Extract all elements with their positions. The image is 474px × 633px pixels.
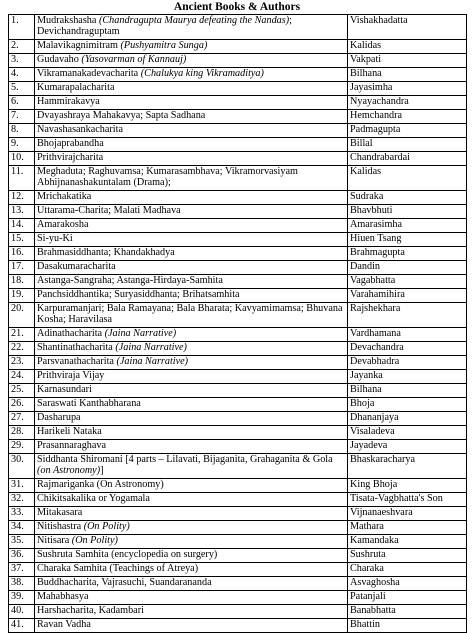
author-name: Kalidas [348, 166, 467, 191]
author-name: Vardhamana [348, 328, 467, 342]
book-name: Meghaduta; Raghuvamsa; Kumarasambhava; Vikramorvasiyam Abhijnanashakuntalam (Drama); [37, 166, 298, 188]
book-name: Gudavaho [37, 54, 82, 65]
row-number: 18. [9, 275, 35, 289]
table-row [9, 261, 467, 275]
book-title [35, 549, 348, 563]
row-number: 41. [9, 619, 35, 633]
row-number: 9. [9, 138, 35, 152]
table-row [9, 454, 467, 479]
book-name: Dasharupa [37, 412, 81, 423]
book-name: Harikeli Nataka [37, 426, 102, 437]
book-name: Parsvanathacharita [37, 356, 117, 367]
row-number: 36. [9, 549, 35, 563]
table-row [9, 289, 467, 303]
book-note: (on Astronomy) [37, 465, 101, 476]
author-name: Charaka [348, 563, 467, 577]
row-number: 8. [9, 124, 35, 138]
author-name: Vijnanaeshvara [348, 507, 467, 521]
book-title [35, 205, 348, 219]
table-row [9, 124, 467, 138]
table-row [9, 15, 467, 40]
row-number: 24. [9, 370, 35, 384]
book-title [35, 426, 348, 440]
book-title [35, 68, 348, 82]
table-row [9, 619, 467, 633]
row-number: 28. [9, 426, 35, 440]
table-row [9, 535, 467, 549]
book-title [35, 521, 348, 535]
book-name: Navashasankacharita [37, 124, 123, 135]
author-name: Bhavbhuti [348, 205, 467, 219]
table-row [9, 96, 467, 110]
row-number: 10. [9, 152, 35, 166]
row-number: 20. [9, 303, 35, 328]
book-title [35, 493, 348, 507]
author-name: Varahamihira [348, 289, 467, 303]
row-number: 22. [9, 342, 35, 356]
row-number: 2. [9, 40, 35, 54]
table-row [9, 591, 467, 605]
table-row [9, 40, 467, 54]
book-note: (Jaina Narrative) [116, 356, 189, 367]
row-number: 3. [9, 54, 35, 68]
book-note: (Jaina Narrative) [104, 328, 177, 339]
book-note: (On Polity) [71, 535, 118, 546]
book-title [35, 479, 348, 493]
book-name: Uttarama-Charita; Malati Madhava [37, 205, 181, 216]
book-name: Sushruta Samhita (encyclopedia on surgery) [37, 549, 218, 560]
author-name: King Bhoja [348, 479, 467, 493]
book-title [35, 289, 348, 303]
book-name: Adinathacharita [37, 328, 105, 339]
book-title [35, 191, 348, 205]
book-title [35, 152, 348, 166]
book-title [35, 605, 348, 619]
books-authors-table [8, 14, 467, 633]
book-name: Karnasundari [37, 384, 92, 395]
book-name: Charaka Samhita (Teachings of Atreya) [37, 563, 199, 574]
row-number: 38. [9, 577, 35, 591]
author-name: Dhananjaya [348, 412, 467, 426]
author-name: Chandrabardai [348, 152, 467, 166]
table-row [9, 370, 467, 384]
table-row [9, 398, 467, 412]
author-name: Rajshekhara [348, 303, 467, 328]
book-name: Astanga-Sangraha; Astanga-Hirdaya-Samhita [37, 275, 223, 286]
author-name: Jayadeva [348, 440, 467, 454]
book-title [35, 591, 348, 605]
table-row [9, 303, 467, 328]
row-number: 12. [9, 191, 35, 205]
table-row [9, 166, 467, 191]
table-row [9, 54, 467, 68]
author-name: Bilhana [348, 68, 467, 82]
table-row [9, 138, 467, 152]
book-title [35, 247, 348, 261]
row-number: 25. [9, 384, 35, 398]
book-name: Malavikagnimitram [37, 40, 121, 51]
book-name: Shantinathacharita [37, 342, 116, 353]
table-row [9, 384, 467, 398]
book-title [35, 577, 348, 591]
book-title [35, 398, 348, 412]
book-name: Prasannaraghava [37, 440, 107, 451]
table-row [9, 356, 467, 370]
book-name: Harshacharita, Kadambari [37, 605, 144, 616]
book-name: Panchsiddhantika; Suryasiddhanta; Brihatsamhita [37, 289, 240, 300]
table-row [9, 563, 467, 577]
book-title [35, 110, 348, 124]
row-number: 16. [9, 247, 35, 261]
book-name: Nitisara [37, 535, 72, 546]
row-number: 33. [9, 507, 35, 521]
book-name: Mahabhasya [37, 591, 89, 602]
author-name: Kamandaka [348, 535, 467, 549]
row-number: 7. [9, 110, 35, 124]
book-title [35, 370, 348, 384]
row-number: 29. [9, 440, 35, 454]
book-name: Bhojaprabandha [37, 138, 104, 149]
author-name: Amarasimha [348, 219, 467, 233]
book-name: Chikitsakalika or Yogamala [37, 493, 150, 504]
book-title [35, 619, 348, 633]
book-title [35, 412, 348, 426]
row-number: 23. [9, 356, 35, 370]
book-title [35, 328, 348, 342]
book-name: Hammirakavya [37, 96, 100, 107]
book-name: Brahmasiddhanta; Khandakhadya [37, 247, 175, 258]
row-number: 17. [9, 261, 35, 275]
page-title: Ancient Books & Authors [173, 1, 301, 13]
row-number: 27. [9, 412, 35, 426]
table-row [9, 205, 467, 219]
row-number: 4. [9, 68, 35, 82]
table-row [9, 275, 467, 289]
book-name: Dvayashraya Mahakavya; Sapta Sadhana [37, 110, 206, 121]
book-title [35, 40, 348, 54]
book-name: Kumarapalacharita [37, 82, 115, 93]
table-row [9, 577, 467, 591]
author-name: Bhaskaracharya [348, 454, 467, 479]
book-note: (Chalukya king Vikramaditya) [140, 68, 264, 79]
book-note: (Yasovarman of Kannauj) [81, 54, 187, 65]
book-title [35, 54, 348, 68]
row-number: 40. [9, 605, 35, 619]
table-row [9, 479, 467, 493]
book-name: Buddhacharita, Vajrasuchi, Suandarananda [37, 577, 212, 588]
table-row [9, 342, 467, 356]
table-row [9, 507, 467, 521]
table-row [9, 521, 467, 535]
row-number: 31. [9, 479, 35, 493]
author-name: Patanjali [348, 591, 467, 605]
book-title [35, 384, 348, 398]
book-title [35, 138, 348, 152]
book-title [35, 15, 348, 40]
row-number: 37. [9, 563, 35, 577]
table-row [9, 493, 467, 507]
book-name: Amarakosha [37, 219, 89, 230]
table-body [9, 15, 467, 633]
row-number: 35. [9, 535, 35, 549]
book-name: Mitakasara [37, 507, 83, 518]
book-suffix: ; Devichandraguptam [37, 15, 292, 37]
table-row [9, 191, 467, 205]
row-number: 15. [9, 233, 35, 247]
book-name: Mrichakatika [37, 191, 92, 202]
book-name: Rajmariganka (On Astronomy) [37, 479, 164, 490]
row-number: 13. [9, 205, 35, 219]
author-name: Visaladeva [348, 426, 467, 440]
book-title [35, 275, 348, 289]
book-name: Si-yu-Ki [37, 233, 73, 244]
book-title [35, 219, 348, 233]
table-row [9, 82, 467, 96]
author-name: Vakpati [348, 54, 467, 68]
author-name: Tisata-Vagbhatta's Son [348, 493, 467, 507]
author-name: Dandin [348, 261, 467, 275]
book-name: Ravan Vadha [37, 619, 91, 630]
author-name: Hiuen Tsang [348, 233, 467, 247]
table-row [9, 233, 467, 247]
book-name: Dasakumaracharita [37, 261, 116, 272]
table-row [9, 549, 467, 563]
book-name: Prithvirajcharita [37, 152, 104, 163]
row-number: 39. [9, 591, 35, 605]
author-name: Hemchandra [348, 110, 467, 124]
author-name: Sushruta [348, 549, 467, 563]
book-name: Vikramanakadevacharita [37, 68, 141, 79]
book-title [35, 124, 348, 138]
book-title [35, 507, 348, 521]
row-number: 21. [9, 328, 35, 342]
table-row [9, 328, 467, 342]
book-note: (Chandragupta Maurya defeating the Nandas) [98, 15, 290, 26]
author-name: Bhattin [348, 619, 467, 633]
book-title [35, 166, 348, 191]
book-note: (Jaina Narrative) [115, 342, 187, 353]
book-name: Mudrakshasha [37, 15, 99, 26]
author-name: Jayanka [348, 370, 467, 384]
book-note: (On Polity) [83, 521, 130, 532]
table-row [9, 68, 467, 82]
row-number: 14. [9, 219, 35, 233]
book-note: (Pushyamitra Sunga) [120, 40, 208, 51]
book-title [35, 535, 348, 549]
row-number: 26. [9, 398, 35, 412]
book-title [35, 440, 348, 454]
author-name: Banabhatta [348, 605, 467, 619]
table-row [9, 247, 467, 261]
table-row [9, 219, 467, 233]
table-row [9, 110, 467, 124]
table-row [9, 426, 467, 440]
book-suffix: ] [100, 465, 104, 476]
author-name: Brahmagupta [348, 247, 467, 261]
author-name: Sudraka [348, 191, 467, 205]
row-number: 6. [9, 96, 35, 110]
author-name: Vishakhadatta [348, 15, 467, 40]
author-name: Jayasimha [348, 82, 467, 96]
author-name: Devabhadra [348, 356, 467, 370]
row-number: 32. [9, 493, 35, 507]
row-number: 11. [9, 166, 35, 191]
book-name: Prithviraja Vijay [37, 370, 105, 381]
table-row [9, 412, 467, 426]
table-row [9, 440, 467, 454]
book-title [35, 96, 348, 110]
row-number: 5. [9, 82, 35, 96]
book-title [35, 233, 348, 247]
book-title [35, 303, 348, 328]
author-name: Bilhana [348, 384, 467, 398]
row-number: 19. [9, 289, 35, 303]
book-title [35, 454, 348, 479]
author-name: Devachandra [348, 342, 467, 356]
table-row [9, 605, 467, 619]
row-number: 34. [9, 521, 35, 535]
row-number: 1. [9, 15, 35, 40]
book-title [35, 356, 348, 370]
author-name: Mathara [348, 521, 467, 535]
author-name: Asvaghosha [348, 577, 467, 591]
row-number: 30. [9, 454, 35, 479]
author-name: Billal [348, 138, 467, 152]
table-row [9, 152, 467, 166]
book-name: Karpuramanjari; Bala Ramayana; Bala Bharata; Kavyamimamsa; Bhuvana Kosha; Haravilasa [37, 303, 343, 325]
book-title [35, 563, 348, 577]
book-title [35, 261, 348, 275]
author-name: Bhoja [348, 398, 467, 412]
author-name: Padmagupta [348, 124, 467, 138]
book-name: Nitishastra [37, 521, 84, 532]
author-name: Vagabhatta [348, 275, 467, 289]
author-name: Nyayachandra [348, 96, 467, 110]
author-name: Kalidas [348, 40, 467, 54]
book-name: Saraswati Kanthabharana [37, 398, 141, 409]
book-title [35, 342, 348, 356]
book-title [35, 82, 348, 96]
book-name: Siddhanta Shiromani [4 parts – Lilavati, Bijaganita, Grahaganita & Gola [37, 454, 333, 465]
